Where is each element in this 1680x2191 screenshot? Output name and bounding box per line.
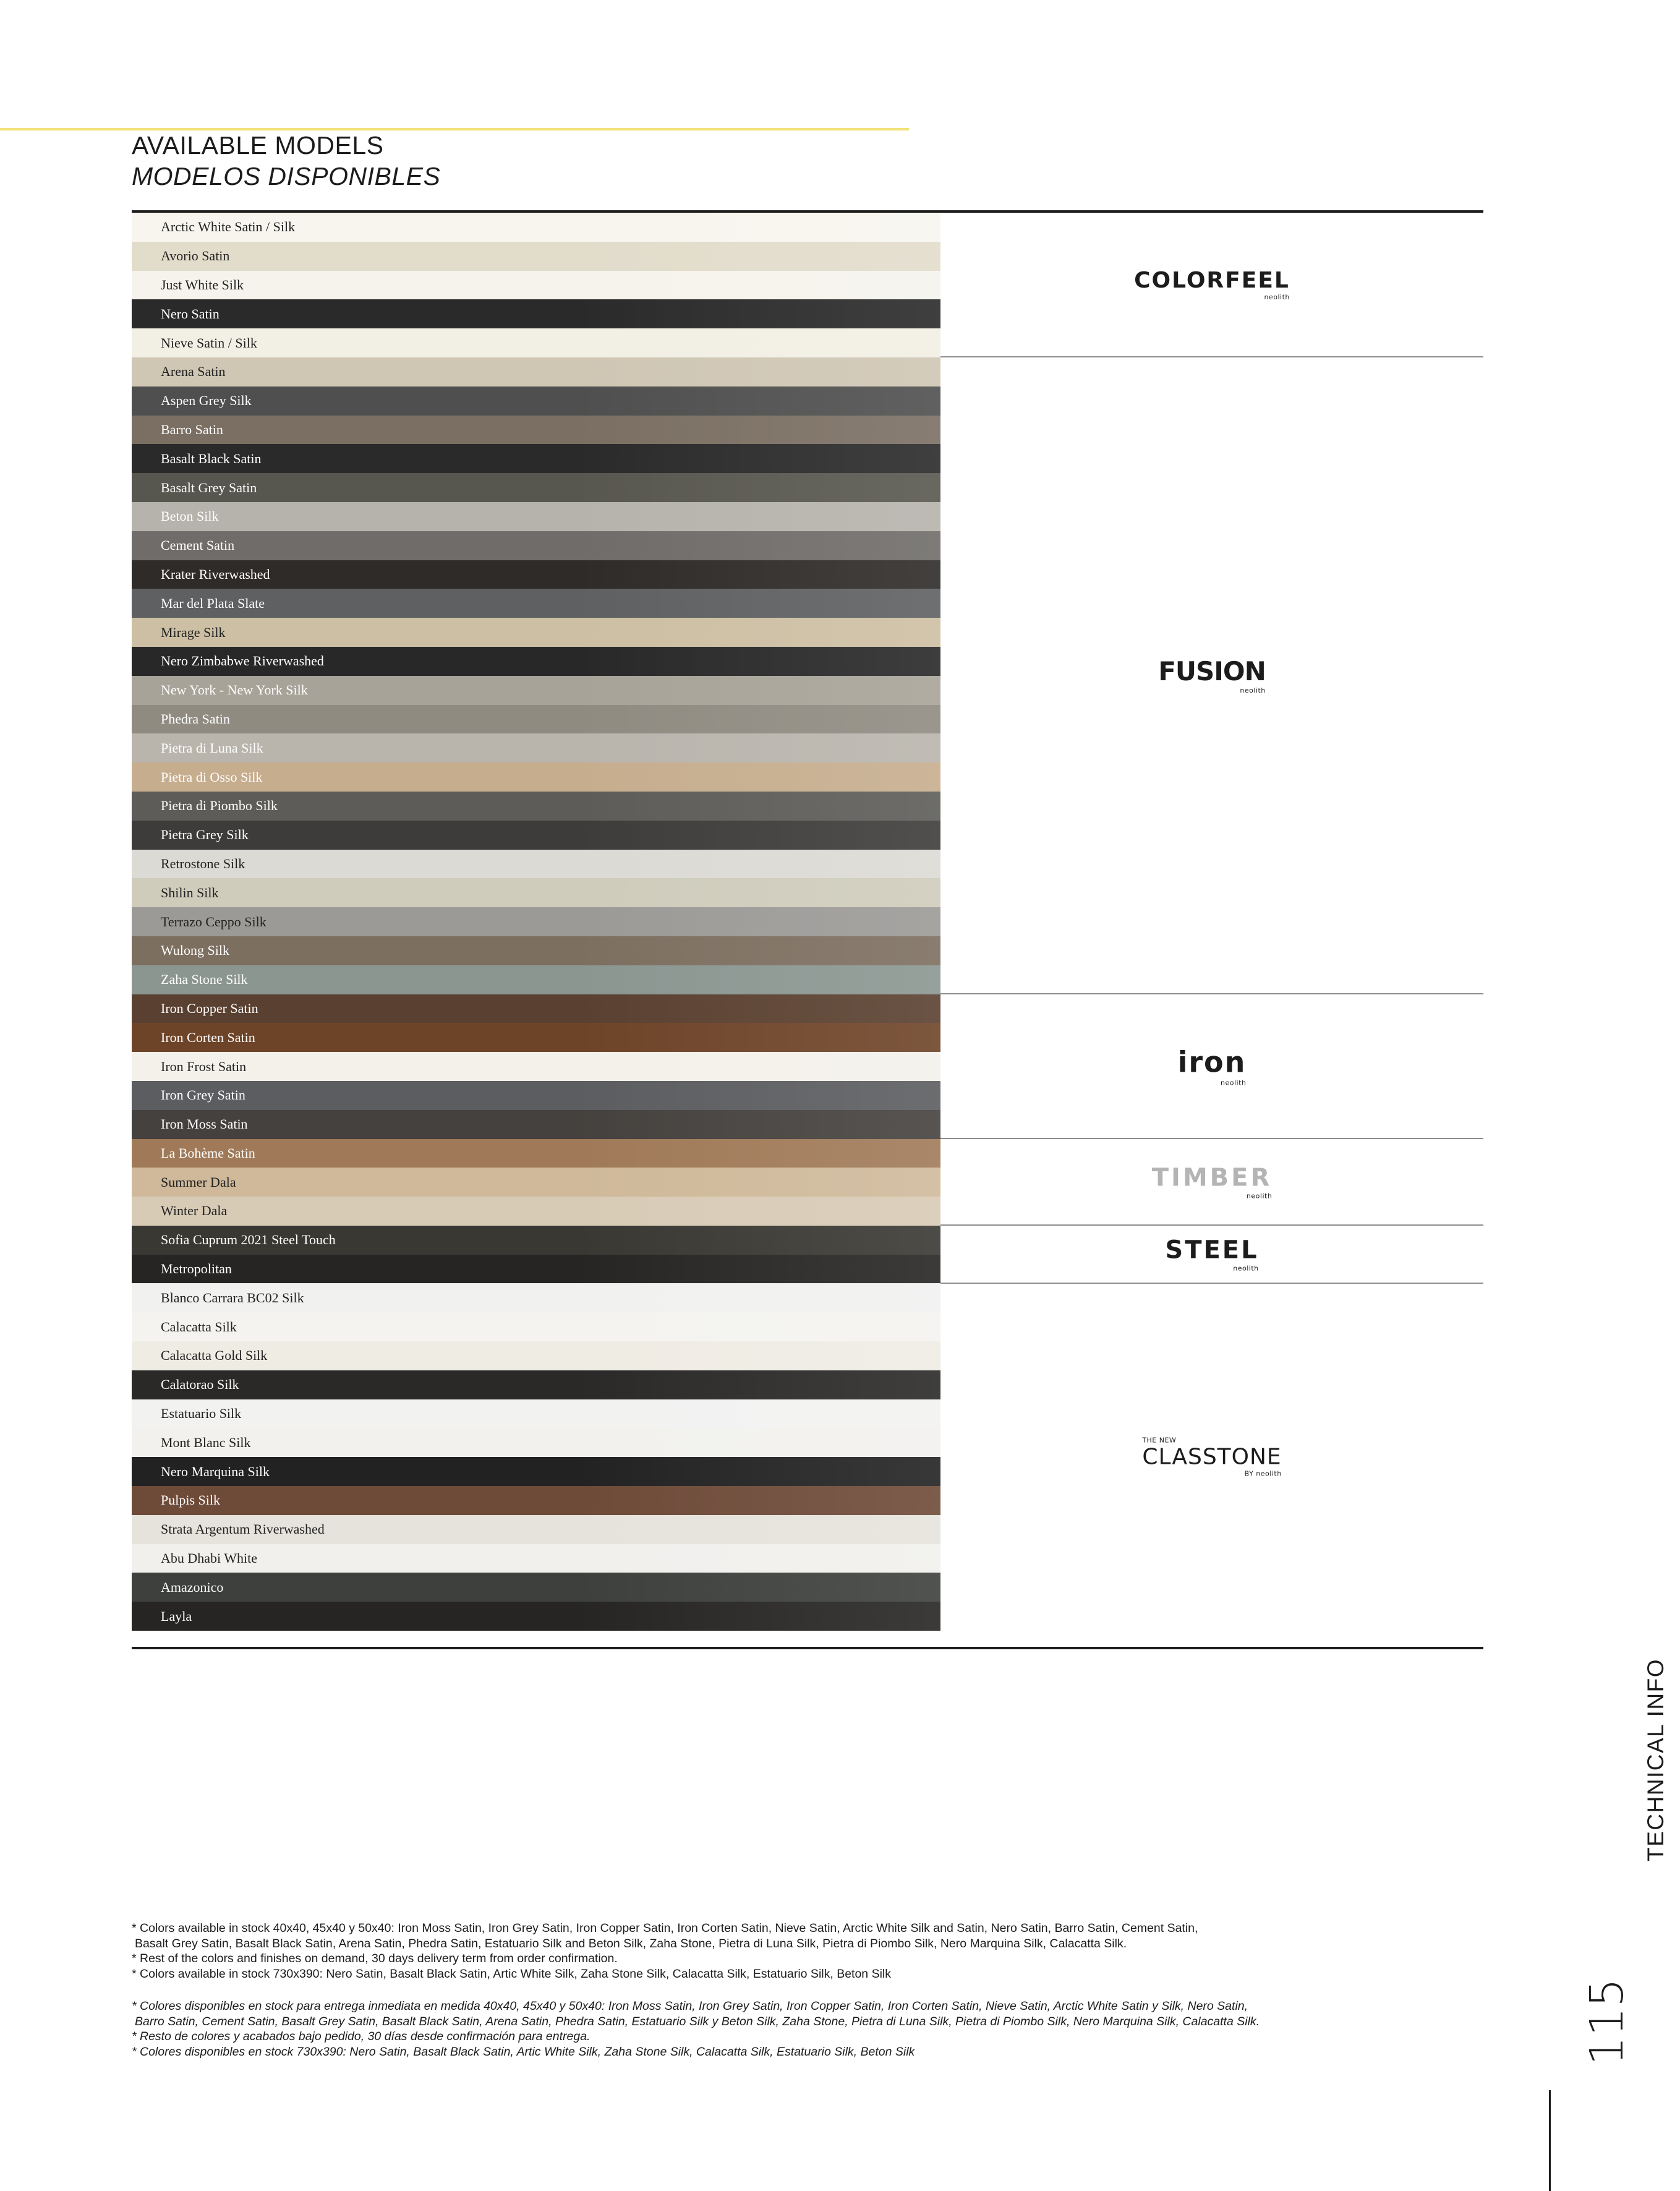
logo-wordmark: CLASSTONE <box>1142 1444 1282 1470</box>
model-name: New York - New York Silk <box>161 682 308 698</box>
model-name: Pietra di Piombo Silk <box>161 798 278 814</box>
model-name: Avorio Satin <box>161 248 230 264</box>
model-row <box>132 1226 940 1255</box>
model-name: Iron Corten Satin <box>161 1029 255 1045</box>
model-name: Calatorao Silk <box>161 1377 239 1393</box>
fusion-logo <box>1158 656 1266 694</box>
collections-column <box>940 213 1483 1631</box>
model-row <box>132 821 940 850</box>
model-row <box>132 1139 940 1168</box>
model-row <box>132 416 940 445</box>
logo-pretitle: THE NEW <box>1142 1436 1177 1445</box>
model-row <box>132 1110 940 1139</box>
model-name: Cement Satin <box>161 537 235 553</box>
model-name: Aspen Grey Silk <box>161 393 252 409</box>
model-row <box>132 792 940 821</box>
model-name: Phedra Satin <box>161 711 230 727</box>
model-row <box>132 850 940 879</box>
model-row <box>132 676 940 705</box>
model-name: Calacatta Gold Silk <box>161 1347 268 1364</box>
model-row <box>132 444 940 473</box>
model-row <box>132 878 940 907</box>
model-name: Mar del Plata Slate <box>161 595 265 611</box>
model-name: Retrostone Silk <box>161 855 245 871</box>
note-line: Basalt Grey Satin, Basalt Black Satin, Arena Satin, Phedra Satin, Estatuario Silk and Beton Silk, Zaha Stone, Pietra di Luna Silk, Pietra di Piombo Silk, Nero Marquina Silk, Calacatta Silk. <box>135 1936 1127 1950</box>
model-name: Pulpis Silk <box>161 1492 220 1508</box>
footnotes-es <box>132 1999 1486 2059</box>
logo-subbrand: neolith <box>1246 1192 1273 1200</box>
logo-subbrand: neolith <box>1240 686 1266 694</box>
model-row <box>132 1399 940 1429</box>
model-name: Basalt Black Satin <box>161 450 262 466</box>
model-name: Calacatta Silk <box>161 1318 237 1335</box>
model-name: Basalt Grey Satin <box>161 479 257 495</box>
model-row <box>132 299 940 328</box>
model-row <box>132 242 940 271</box>
model-row <box>132 1023 940 1052</box>
model-name: Blanco Carrara BC02 Silk <box>161 1289 304 1305</box>
model-name: Winter Dala <box>161 1203 228 1219</box>
iron-logo <box>1178 1045 1247 1087</box>
model-row <box>132 733 940 762</box>
note-line: * Colores disponibles en stock para entrega inmediata en medida 40x40, 45x40 y 50x40: Iron Moss Satin, Iron Grey Satin, Iron Copper Satin, Iron Corten Satin, Nieve Satin, Arctic White Satin y Silk, Nero Satin, <box>132 1999 1248 2013</box>
collection-timber <box>940 1139 1483 1226</box>
model-name: Estatuario Silk <box>161 1406 242 1422</box>
collection-colorfeel <box>940 213 1483 357</box>
model-name: Nero Marquina Silk <box>161 1463 270 1479</box>
model-name: Barro Satin <box>161 421 223 437</box>
collection-fusion <box>940 357 1483 994</box>
model-row <box>132 1515 940 1544</box>
page-title-es: MODELOS DISPONIBLES <box>132 162 441 190</box>
side-rule <box>1549 2090 1551 2191</box>
model-row <box>132 531 940 560</box>
note-line: * Rest of the colors and finishes on demand, 30 days delivery term from order confirmation. <box>132 1952 618 1965</box>
model-row <box>132 1168 940 1197</box>
timber-logo <box>1152 1163 1273 1200</box>
model-row <box>132 994 940 1023</box>
model-row <box>132 1573 940 1602</box>
model-name: Mirage Silk <box>161 624 226 640</box>
model-row <box>132 213 940 242</box>
model-row <box>132 1081 940 1110</box>
model-row <box>132 560 940 589</box>
model-name: Arctic White Satin / Silk <box>161 219 296 235</box>
accent-line <box>0 128 909 130</box>
model-name: Pietra di Osso Silk <box>161 769 263 785</box>
footnotes <box>132 1921 1486 2059</box>
model-name: Krater Riverwashed <box>161 566 270 582</box>
model-row <box>132 1312 940 1341</box>
model-name: Just White Silk <box>161 276 244 293</box>
section-label: TECHNICAL INFO <box>1643 1659 1668 1861</box>
model-name: Arena Satin <box>161 364 226 380</box>
model-row <box>132 1283 940 1312</box>
collection-iron <box>940 994 1483 1139</box>
classtone-logo <box>1142 1437 1281 1478</box>
model-name: Layla <box>161 1608 192 1624</box>
steel-logo <box>1165 1236 1258 1272</box>
note-line: * Colors available in stock 730x390: Nero Satin, Basalt Black Satin, Artic White Silk, Zaha Stone Silk, Calacatta Silk, Estatuario Silk, Beton Silk <box>132 1967 891 1981</box>
models-list <box>132 213 940 1631</box>
model-name: Mont Blanc Silk <box>161 1434 251 1450</box>
model-name: Beton Silk <box>161 508 219 524</box>
logo-subbrand: neolith <box>1221 1078 1247 1087</box>
note-line: * Colores disponibles en stock 730x390: Nero Satin, Basalt Black Satin, Artic White Silk, Zaha Stone Silk, Calacatta Silk, Estatuario Silk, Beton Silk <box>132 2044 915 2059</box>
model-row <box>132 502 940 531</box>
model-row <box>132 589 940 618</box>
model-row <box>132 1486 940 1515</box>
logo-wordmark: iron <box>1177 1045 1247 1079</box>
model-name: La Bohème Satin <box>161 1145 255 1161</box>
model-name: Terrazo Ceppo Silk <box>161 913 266 929</box>
table-bottom-rule <box>132 1647 1483 1649</box>
model-row <box>132 1457 940 1486</box>
note-line: Barro Satin, Cement Satin, Basalt Grey Satin, Basalt Black Satin, Arena Satin, Phedra Satin, Estatuario Silk y Beton Silk, Zaha Stone, Pietra di Luna Silk, Pietra di Piombo Silk, Nero Marquina Silk, Calacatta Silk. <box>135 2014 1260 2028</box>
model-row <box>132 473 940 502</box>
model-row <box>132 1428 940 1457</box>
model-name: Zaha Stone Silk <box>161 972 248 988</box>
model-name: Amazonico <box>161 1579 224 1595</box>
model-name: Nero Satin <box>161 305 220 322</box>
note-line: * Resto de colores y acabados bajo pedido, 30 días desde confirmación para entrega. <box>132 2030 591 2043</box>
page-number: 115 <box>1580 1978 1634 2065</box>
logo-subbrand: BY neolith <box>1244 1469 1282 1478</box>
logo-wordmark: STEEL <box>1165 1236 1259 1265</box>
model-name: Sofia Cuprum 2021 Steel Touch <box>161 1232 336 1248</box>
model-row <box>132 1544 940 1573</box>
model-name: Nieve Satin / Silk <box>161 335 257 351</box>
model-name: Iron Copper Satin <box>161 1000 258 1016</box>
model-row <box>132 1370 940 1399</box>
model-name: Pietra di Luna Silk <box>161 740 263 756</box>
collection-steel <box>940 1226 1483 1284</box>
model-row <box>132 762 940 792</box>
model-name: Iron Frost Satin <box>161 1058 247 1074</box>
page-title: AVAILABLE MODELS <box>132 131 384 160</box>
model-row <box>132 1197 940 1226</box>
model-row <box>132 1255 940 1284</box>
model-row <box>132 705 940 734</box>
model-name: Iron Grey Satin <box>161 1087 245 1103</box>
model-row <box>132 357 940 387</box>
model-name: Summer Dala <box>161 1174 236 1190</box>
logo-wordmark: COLORFEEL <box>1134 268 1290 293</box>
model-name: Pietra Grey Silk <box>161 827 249 843</box>
logo-wordmark: TIMBER <box>1151 1163 1273 1192</box>
model-row <box>132 965 940 994</box>
model-row <box>132 387 940 416</box>
model-name: Iron Moss Satin <box>161 1116 248 1132</box>
logo-subbrand: neolith <box>1233 1264 1259 1273</box>
model-row <box>132 1341 940 1370</box>
model-row <box>132 907 940 936</box>
footnotes-en <box>132 1921 1486 1981</box>
model-row <box>132 328 940 357</box>
model-row <box>132 1602 940 1631</box>
note-line: * Colors available in stock 40x40, 45x40 y 50x40: Iron Moss Satin, Iron Grey Satin, Iron Copper Satin, Iron Corten Satin, Nieve Satin, Arctic White Silk and Satin, Nero Satin, Barro Satin, Cement Satin, <box>132 1921 1198 1935</box>
model-name: Shilin Silk <box>161 884 219 900</box>
logo-wordmark: FUSION <box>1158 656 1266 686</box>
model-name: Metropolitan <box>161 1261 232 1277</box>
logo-subbrand: neolith <box>1264 293 1290 301</box>
model-name: Abu Dhabi White <box>161 1550 258 1566</box>
model-name: Wulong Silk <box>161 942 229 959</box>
colorfeel-logo <box>1134 268 1290 301</box>
model-row <box>132 936 940 965</box>
collection-classtone <box>940 1284 1483 1631</box>
model-row <box>132 271 940 300</box>
model-row <box>132 618 940 647</box>
model-row <box>132 647 940 676</box>
model-name: Nero Zimbabwe Riverwashed <box>161 653 324 669</box>
model-row <box>132 1052 940 1081</box>
model-name: Strata Argentum Riverwashed <box>161 1521 325 1537</box>
